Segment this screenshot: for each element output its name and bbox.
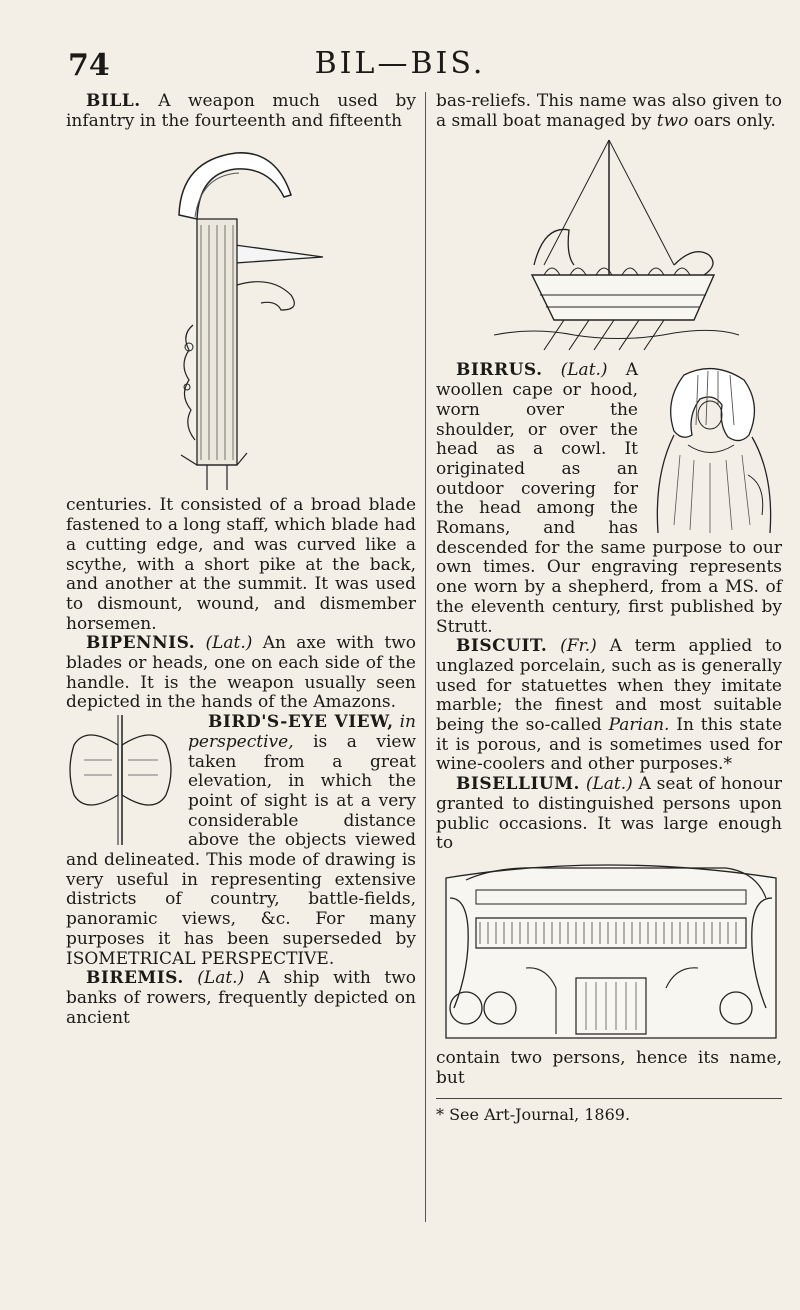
entry-text: A term applied to unglazed porcelain, such as is generally used for statuettes when they imitate marble; the finest and most suitable being the so-called — [436, 636, 783, 736]
entry-bisellium — [436, 775, 782, 854]
entry-lang: (Lat.) — [205, 633, 253, 654]
entry-term: BIREMIS. — [86, 968, 184, 989]
entry-text: A woollen cape or hood, worn over the shoulder, or over the head as a cowl. It originated as an outdoor covering for the head among the Romans, and has descended for the same purpose to our own times. Our engraving represents one worn by a shepherd, from a MS. of the eleventh century, first published by Strutt. — [436, 360, 782, 637]
biremis-ship-illustration — [474, 135, 744, 355]
bisellium-seat-illustration — [436, 858, 782, 1043]
entry-text: A weapon much used by infantry in the fourteenth and fifteenth — [66, 91, 416, 131]
footnote: * See Art-Journal, 1869. — [436, 1105, 631, 1125]
entry-bisellium-cont: contain two persons, hence its name, but — [436, 1047, 782, 1088]
entry-term: BISELLIUM. — [456, 774, 580, 795]
entry-crossref: ISOMETRICAL PERSPECTIVE. — [66, 948, 335, 969]
entry-italic: Parian. — [608, 715, 670, 736]
entry-term: BILL. — [86, 91, 141, 111]
bipennis-axe-illustration — [66, 715, 178, 845]
entry-term: BISCUIT. — [456, 636, 548, 657]
entry-text: A ship with two banks of rowers, frequently depicted on ancient — [66, 968, 416, 1028]
birrus-hooded-figure-illustration — [644, 365, 782, 535]
entry-text: oars only. — [693, 110, 776, 131]
entry-lang: (Lat.) — [560, 360, 608, 381]
entry-italic: in perspective, — [188, 712, 416, 752]
entry-italic: two — [656, 110, 689, 131]
entry-lang: (Fr.) — [560, 636, 597, 657]
page-number: 74 — [68, 48, 110, 83]
entry-term: BIRD'S-EYE VIEW, — [208, 712, 394, 733]
left-column — [66, 92, 416, 1028]
entry-text: In this state it is porous, and is sometimes used for wine-coolers and other purposes.* — [436, 715, 783, 775]
entry-text: is a view taken from a great elevation, in which the point of sight is at a very considerable distance above the objects viewed and delineated. This mode of drawing is very useful in representing extensive districts of country, battle-fields, panoramic views, &c. For many purposes it has been superseded by — [66, 731, 416, 949]
entry-bipennis — [66, 634, 416, 713]
entry-lang: (Lat.) — [585, 774, 633, 795]
entry-text: A seat of honour granted to distinguished persons upon public occasions. It was large enough to — [436, 774, 783, 854]
entry-biremis-cont — [436, 92, 782, 131]
entry-term: BIRRUS. — [456, 360, 543, 381]
footnote-rule — [436, 1098, 782, 1099]
entry-text: bas-reliefs. This name was also given to a small boat managed by — [436, 91, 782, 131]
column-divider — [425, 92, 426, 1222]
entry-biremis — [66, 969, 416, 1028]
entry-lang: (Lat.) — [197, 968, 245, 989]
entry-bill — [66, 92, 416, 131]
entry-bill-cont: centuries. It consisted of a broad blade fastened to a long staff, which blade had a cutting edge, and was curved like a scythe, with a short pike at the back, and another at the summit. It was used to dismount, wound, and dismember horsemen. — [66, 495, 416, 634]
bill-weapon-illustration — [151, 135, 331, 490]
entry-term: BIPENNIS. — [86, 633, 196, 654]
right-column — [436, 92, 782, 1125]
entry-text: An axe with two blades or heads, one on each side of the handle. It is the weapon usually seen depicted in the hands of the Amazons. — [66, 633, 416, 713]
entry-biscuit — [436, 637, 782, 775]
running-head: BIL—BIS. — [314, 46, 486, 81]
